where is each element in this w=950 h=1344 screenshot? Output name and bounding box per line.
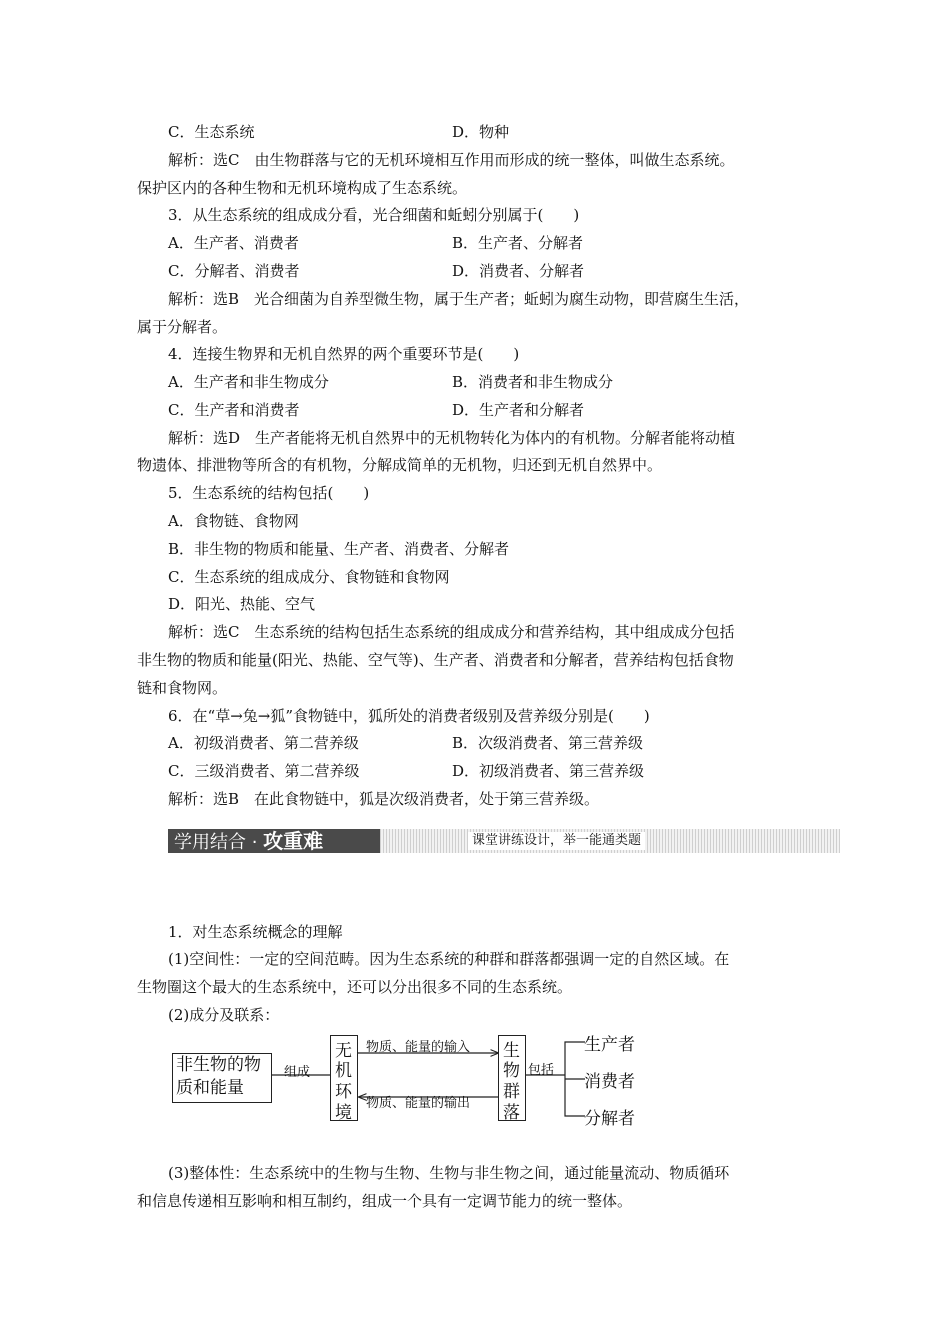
q2-answer-line2: 保护区内的各种生物和无机环境构成了生态系统。 bbox=[137, 179, 468, 197]
q5-option-b: B．非生物的物质和能量、生产者、消费者、分解者 bbox=[168, 540, 510, 558]
q6-answer: 解析：选B 在此食物链中，狐是次级消费者，处于第三营养级。 bbox=[168, 790, 600, 808]
community-box bbox=[498, 1035, 526, 1121]
community-char-3: 群 bbox=[503, 1082, 520, 1102]
community-char-2: 物 bbox=[503, 1061, 520, 1081]
q6-option-d: D．初级消费者、第三营养级 bbox=[452, 762, 645, 780]
banner-title-bold: 攻重难 bbox=[263, 829, 324, 853]
output-label: 物质、能量的输出 bbox=[366, 1096, 471, 1111]
community-char-4: 落 bbox=[503, 1103, 520, 1123]
abiotic-line2: 质和能量 bbox=[176, 1078, 244, 1098]
q5-option-a: A．食物链、食物网 bbox=[168, 512, 299, 530]
q3-answer-line2: 属于分解者。 bbox=[137, 318, 228, 336]
q5-answer-line2: 非生物的物质和能量(阳光、热能、空气等)、生产者、消费者和分解者，营养结构包括食物 bbox=[137, 651, 734, 669]
q3-option-c: C．分解者、消费者 bbox=[168, 262, 300, 280]
q5-answer-line3: 链和食物网。 bbox=[137, 679, 228, 697]
banner-subtitle: 课堂讲练设计，举一能通类题 bbox=[468, 832, 645, 850]
q5-option-d: D．阳光、热能、空气 bbox=[168, 595, 316, 613]
compose-label: 组成 bbox=[284, 1065, 311, 1080]
q4-stem: 4．连接生物界和无机自然界的两个重要环节是( ) bbox=[168, 345, 520, 363]
q3-option-b: B．生产者、分解者 bbox=[452, 234, 584, 252]
q5-option-c: C．生态系统的组成成分、食物链和食物网 bbox=[168, 568, 450, 586]
abiotic-box bbox=[172, 1053, 272, 1103]
q6-option-c: C．三级消费者、第二营养级 bbox=[168, 762, 360, 780]
q6-option-b: B．次级消费者、第三营养级 bbox=[452, 734, 644, 752]
q5-answer-line1: 解析：选C 生态系统的结构包括生态系统的组成成分和营养结构，其中组成成分包括 bbox=[168, 623, 735, 641]
q5-stem: 5．生态系统的结构包括( ) bbox=[168, 484, 370, 502]
env-char-3: 环 bbox=[335, 1082, 352, 1102]
include-label: 包括 bbox=[528, 1063, 555, 1078]
spatial-para-line2: 生物圈这个最大的生态系统中，还可以分出很多不同的生态系统。 bbox=[137, 978, 573, 996]
components-heading: (2)成分及联系： bbox=[168, 1006, 280, 1024]
q4-option-b: B．消费者和非生物成分 bbox=[452, 373, 614, 391]
env-char-4: 境 bbox=[335, 1103, 352, 1123]
env-char-2: 机 bbox=[335, 1061, 352, 1081]
section-title: 1．对生态系统概念的理解 bbox=[168, 923, 343, 941]
q2-option-c: C．生态系统 bbox=[168, 123, 255, 141]
q2-option-d: D．物种 bbox=[452, 123, 510, 141]
spatial-para-line1: (1)空间性：一定的空间范畴。因为生态系统的种群和群落都强调一定的自然区域。在 bbox=[168, 950, 730, 968]
producer-label: 生产者 bbox=[584, 1035, 635, 1055]
integrity-para-line2: 和信息传递相互影响和相互制约，组成一个具有一定调节能力的统一整体。 bbox=[137, 1192, 633, 1210]
q3-option-d: D．消费者、分解者 bbox=[452, 262, 585, 280]
q4-option-a: A．生产者和非生物成分 bbox=[168, 373, 329, 391]
input-label: 物质、能量的输入 bbox=[366, 1040, 471, 1055]
q4-option-d: D．生产者和分解者 bbox=[452, 401, 585, 419]
banner-title-prefix: 学用结合 · bbox=[174, 832, 264, 853]
q4-answer-line1: 解析：选D 生产者能将无机自然界中的无机物转化为体内的有机物。分解者能将动植 bbox=[168, 429, 736, 447]
q4-answer-line2: 物遗体、排泄物等所含的有机物，分解成简单的无机物，归还到无机自然界中。 bbox=[137, 456, 663, 474]
integrity-para-line1: (3)整体性：生态系统中的生物与生物、生物与非生物之间，通过能量流动、物质循环 bbox=[168, 1164, 730, 1182]
q6-option-a: A．初级消费者、第二营养级 bbox=[168, 734, 359, 752]
decomposer-label: 分解者 bbox=[584, 1109, 635, 1129]
q3-answer-line1: 解析：选B 光合细菌为自养型微生物，属于生产者；蚯蚓为腐生动物，即营腐生生活， bbox=[168, 290, 750, 308]
q2-answer-line1: 解析：选C 由生物群落与它的无机环境相互作用而形成的统一整体，叫做生态系统。 bbox=[168, 151, 735, 169]
abiotic-line1: 非生物的物 bbox=[176, 1055, 261, 1075]
env-char-1: 无 bbox=[335, 1041, 352, 1061]
environment-box bbox=[330, 1035, 358, 1121]
consumer-label: 消费者 bbox=[584, 1072, 635, 1092]
community-char-1: 生 bbox=[503, 1041, 520, 1061]
q4-option-c: C．生产者和消费者 bbox=[168, 401, 300, 419]
q6-stem: 6．在“草→兔→狐”食物链中，狐所处的消费者级别及营养级分别是( ) bbox=[168, 707, 650, 725]
q3-stem: 3．从生态系统的组成成分看，光合细菌和蚯蚓分别属于( ) bbox=[168, 206, 580, 224]
q3-option-a: A．生产者、消费者 bbox=[168, 234, 299, 252]
